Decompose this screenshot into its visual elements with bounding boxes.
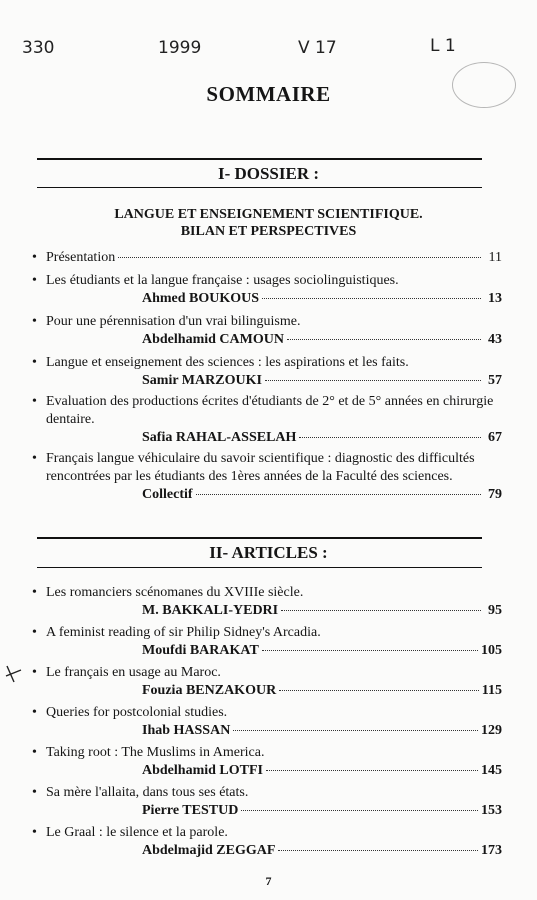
bullet-icon: •	[32, 625, 37, 640]
toc-entry[interactable]	[32, 784, 502, 820]
leader-dots	[196, 494, 481, 495]
entry-author: Safia RAHAL-ASSELAH	[142, 430, 297, 445]
section-divider	[37, 158, 482, 160]
entry-title: Les romanciers scénomanes du XVIIIe siècle.	[46, 585, 304, 600]
page-number: 145	[481, 763, 502, 778]
bullet-icon: •	[32, 451, 37, 466]
subheading-line: BILAN ET PERSPECTIVES	[180, 224, 357, 239]
section-heading-dossier: I- DOSSIER :	[217, 164, 320, 183]
leader-dots	[278, 850, 478, 851]
leader-dots	[233, 730, 478, 731]
page-number: 43	[488, 332, 502, 347]
leader-dots	[262, 298, 481, 299]
toc-entry[interactable]	[32, 624, 502, 660]
entry-author: Ihab HASSAN	[142, 723, 231, 738]
handwritten-note-330: 330	[22, 38, 55, 58]
entry-author: M. BAKKALI-YEDRI	[142, 603, 279, 618]
entry-title: Sa mère l'allaita, dans tous ses états.	[46, 785, 249, 800]
bullet-icon: •	[32, 825, 37, 840]
entry-title: A feminist reading of sir Philip Sidney's Arcadia.	[46, 625, 321, 640]
entry-title: Français langue véhiculaire du savoir scientifique : diagnostic des difficultés rencontrées par les étudiants des 1ères années de la Faculté des sciences.	[46, 451, 475, 484]
entry-title: Le Graal : le silence et la parole.	[46, 825, 228, 840]
bullet-icon: •	[32, 705, 37, 720]
entry-title: Langue et enseignement des sciences : les aspirations et les faits.	[46, 355, 409, 370]
entry-title: Le français en usage au Maroc.	[46, 665, 221, 680]
handwritten-note-l1: L 1	[430, 36, 456, 56]
leader-dots	[299, 437, 481, 438]
entry-author: Pierre TESTUD	[142, 803, 239, 818]
dossier-subheading	[0, 206, 537, 240]
page-number: 153	[481, 803, 502, 818]
leader-dots	[281, 610, 481, 611]
bullet-icon: •	[32, 745, 37, 760]
leader-dots	[287, 339, 481, 340]
leader-dots	[265, 380, 481, 381]
entry-title: Présentation	[46, 250, 116, 265]
toc-entry[interactable]	[32, 313, 502, 349]
bullet-icon: •	[32, 785, 37, 800]
leader-dots	[266, 770, 478, 771]
toc-entry[interactable]	[32, 450, 502, 504]
page-number: 79	[488, 487, 502, 502]
toc-entry[interactable]	[32, 584, 502, 620]
leader-dots	[262, 650, 478, 651]
subheading-line: LANGUE ET ENSEIGNEMENT SCIENTIFIQUE.	[114, 207, 423, 222]
leader-dots	[241, 810, 478, 811]
page-number: 115	[481, 683, 502, 698]
page-number: 173	[481, 843, 502, 858]
page-number: 129	[481, 723, 502, 738]
entry-author: Fouzia BENZAKOUR	[142, 683, 277, 698]
entry-author: Moufdi BARAKAT	[142, 643, 259, 658]
bullet-icon: •	[32, 314, 37, 329]
entry-author: Collectif	[142, 487, 193, 502]
entry-title: Les étudiants et la langue française : usages sociolinguistiques.	[46, 273, 399, 288]
entry-author: Samir MARZOUKI	[142, 373, 262, 388]
handwritten-note-year: 1999	[158, 38, 202, 58]
bullet-icon: •	[32, 585, 37, 600]
entry-title: Pour une pérennisation d'un vrai bilinguisme.	[46, 314, 301, 329]
page-number: 95	[488, 603, 502, 618]
page-number: 11	[488, 250, 502, 265]
bullet-icon: •	[32, 250, 37, 265]
entry-title: Evaluation des productions écrites d'étudiants de 2° et de 5° années en chirurgie dentaire.	[46, 394, 494, 427]
bullet-icon: •	[32, 355, 37, 370]
entry-title: Queries for postcolonial studies.	[46, 705, 228, 720]
leader-dots	[118, 257, 481, 258]
toc-entry[interactable]	[32, 272, 502, 308]
toc-entry[interactable]	[32, 744, 502, 780]
section-divider	[37, 537, 482, 539]
entry-author: Ahmed BOUKOUS	[142, 291, 260, 306]
section-heading-articles: II- ARTICLES :	[209, 543, 328, 562]
section-divider	[37, 187, 482, 188]
page-number: 57	[488, 373, 502, 388]
entry-author: Abdelhamid LOTFI	[142, 763, 263, 778]
bullet-icon: •	[32, 273, 37, 288]
section-divider	[37, 567, 482, 568]
page-footer-number: 7	[265, 874, 272, 888]
handwritten-check-mark-icon	[4, 664, 24, 684]
bullet-icon: •	[32, 665, 37, 680]
page-number: 13	[488, 291, 502, 306]
bullet-icon: •	[32, 394, 37, 409]
toc-entry[interactable]	[32, 249, 502, 267]
page-number: 67	[488, 430, 502, 445]
toc-entry[interactable]	[32, 393, 502, 447]
entry-author: Abdelmajid ZEGGAF	[142, 843, 276, 858]
entry-author: Abdelhamid CAMOUN	[142, 332, 284, 347]
handwritten-note-volume: V 17	[298, 38, 337, 58]
entry-title: Taking root : The Muslims in America.	[46, 745, 265, 760]
page-number: 105	[481, 643, 502, 658]
leader-dots	[279, 690, 479, 691]
toc-entry[interactable]	[32, 664, 502, 700]
toc-entry[interactable]	[32, 824, 502, 860]
toc-entry[interactable]	[32, 354, 502, 390]
page-title: SOMMAIRE	[206, 82, 331, 106]
toc-entry[interactable]	[32, 704, 502, 740]
